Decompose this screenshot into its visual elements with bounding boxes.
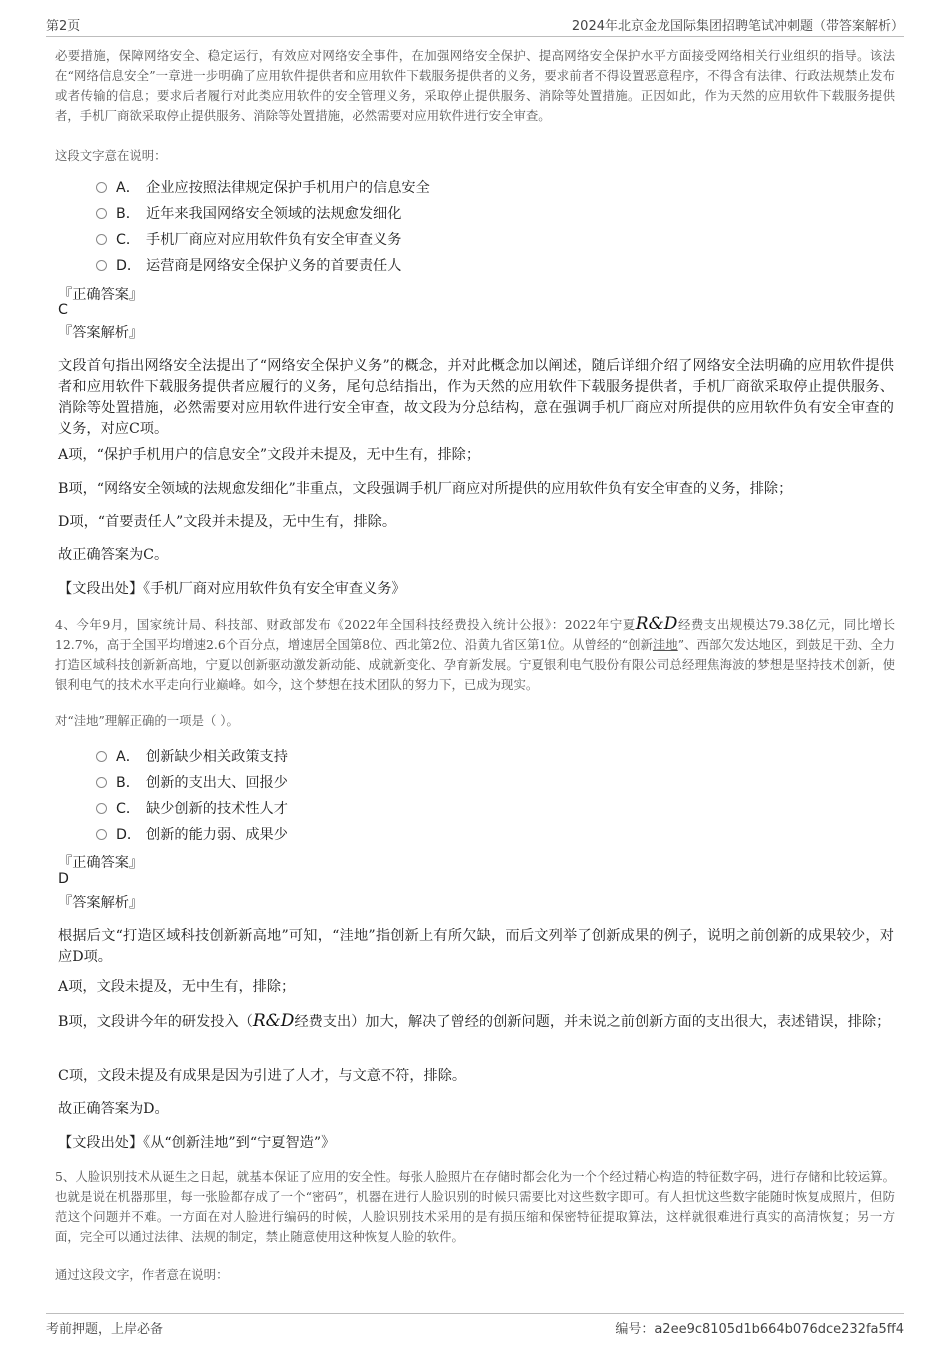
- option-text: 创新的支出大、回报少: [146, 775, 288, 791]
- q4-answer-label: 『正确答案』: [58, 855, 144, 871]
- option-letter: D．: [116, 827, 142, 843]
- radio-icon[interactable]: [96, 208, 107, 219]
- page-footer: [46, 1313, 904, 1338]
- q4-analysis-main: 根据后文“打造区域科技创新新高地”可知，“洼地”指创新上有所欠缺，而后文列举了创新成果的例子，说明之前创新的成果较少，对应D项。: [58, 928, 894, 965]
- q3-source: 【文段出处】《手机厂商对应用软件负有安全审查义务》: [58, 581, 406, 597]
- document-title: 2024年北京金龙国际集团招聘笔试冲刺题（带答案解析）: [571, 19, 904, 34]
- q5-question: 通过这段文字，作者意在说明：: [55, 1267, 229, 1282]
- q4-option-c[interactable]: [96, 798, 288, 818]
- q4-analysis-b-part2: 经费支出）加大，解决了曾经的创新问题，并未说之前创新方面的支出很大，表述错误，排除；: [294, 1014, 891, 1030]
- q4-passage: [55, 614, 895, 695]
- q3-question: 这段文字意在说明：: [55, 148, 167, 163]
- option-letter: C．: [116, 801, 141, 817]
- q3-option-d[interactable]: [96, 255, 401, 275]
- option-text: 近年来我国网络安全领域的法规愈发细化: [146, 206, 402, 222]
- option-letter: D．: [116, 258, 142, 274]
- footer-slogan: 考前押题，上岸必备: [46, 1322, 164, 1337]
- q4-analysis-b: [58, 1011, 894, 1033]
- q4-option-d[interactable]: [96, 824, 288, 844]
- q3-analysis-label: 『答案解析』: [58, 325, 144, 341]
- option-text: 企业应按照法律规定保护手机用户的信息安全: [146, 180, 430, 196]
- document-code: 编号：a2ee9c8105d1b664b076dce232fa5ff4: [615, 1322, 904, 1337]
- q4-question: 对“洼地”理解正确的一项是（ ）。: [55, 713, 239, 728]
- q4-passage-part2: 经费支出规模达79.38亿元，同比增长12.7%，高于全国平均增速2.6个百分点，增速居全国第8位、西北第2位、沿黄九省区第1位。从曾经的“创新: [55, 617, 895, 652]
- option-letter: A．: [116, 749, 140, 765]
- q3-conclusion: 故正确答案为C。: [58, 547, 169, 563]
- underlined-word: 洼地: [652, 637, 678, 652]
- option-letter: B．: [116, 206, 140, 222]
- radio-icon[interactable]: [96, 260, 107, 271]
- q3-option-b[interactable]: [96, 203, 401, 223]
- q4-conclusion: 故正确答案为D。: [58, 1101, 169, 1117]
- option-text: 创新缺少相关政策支持: [146, 749, 288, 765]
- radio-icon[interactable]: [96, 751, 107, 762]
- option-text: 缺少创新的技术性人才: [146, 801, 288, 817]
- radio-icon[interactable]: [96, 234, 107, 245]
- q4-answer: D: [58, 871, 69, 887]
- page-header: [46, 12, 904, 37]
- page-number: 第2页: [46, 19, 81, 34]
- option-letter: A．: [116, 180, 140, 196]
- radio-icon[interactable]: [96, 777, 107, 788]
- radio-icon[interactable]: [96, 803, 107, 814]
- q4-source: 【文段出处】《从“创新洼地”到“宁夏智造”》: [58, 1135, 336, 1151]
- option-letter: B．: [116, 775, 140, 791]
- rd-term: R&D: [252, 1011, 295, 1031]
- q5-passage: 5、人脸识别技术从诞生之日起，就基本保证了应用的安全性。每张人脸照片在存储时都会化为一个个经过精心构造的特征数字码，进行存储和比较运算。也就是说在机器那里，每一张脸都存成了一个“密码”，机器在进行人脸识别的时候只需要比对这些数字即可。有人担忧这些数字能随时恢复成照片，但防范这个问题并不难。一方面在对人脸进行编码的时候，人脸识别技术采用的是有损压缩和保密特征提取算法，这样就很难进行真实的高清恢复；另一方面，完全可以通过法律、法规的制定，禁止随意使用这种恢复人脸的软件。: [55, 1169, 895, 1244]
- q4-analysis-label: 『答案解析』: [58, 895, 144, 911]
- radio-icon[interactable]: [96, 182, 107, 193]
- q3-analysis-d: D项，“首要责任人”文段并未提及，无中生有，排除。: [58, 514, 397, 530]
- option-text: 运营商是网络安全保护义务的首要责任人: [146, 258, 402, 274]
- option-text: 手机厂商应对应用软件负有安全审查义务: [146, 232, 402, 248]
- q4-analysis-b-part1: B项，文段讲今年的研发投入（: [58, 1014, 253, 1030]
- q3-answer: C: [58, 302, 68, 318]
- radio-icon[interactable]: [96, 829, 107, 840]
- q3-answer-label: 『正确答案』: [58, 287, 144, 303]
- rd-term: R&D: [635, 614, 678, 634]
- q4-passage-part3: ”、西部欠发达地区，到鼓足干劲、全力打造区域科技创新新高地，宁夏以创新驱动激发新动能、成就新变化、孕育新发展。宁夏银利电气股份有限公司总经理焦海波的梦想是坚持技术创新，使银利电气的技术水平走向行业巅峰。如今，这个梦想在技术团队的努力下，已成为现实。: [55, 637, 895, 692]
- q3-analysis-a: A项，“保护手机用户的信息安全”文段并未提及，无中生有，排除；: [58, 447, 481, 463]
- q4-option-a[interactable]: [96, 746, 288, 766]
- q4-option-b[interactable]: [96, 772, 288, 792]
- q4-analysis-c: C项，文段未提及有成果是因为引进了人才，与文意不符，排除。: [58, 1068, 467, 1084]
- q3-analysis-b: B项，“网络安全领域的法规愈发细化”非重点，文段强调手机厂商应对所提供的应用软件负有安全审查的义务，排除；: [58, 481, 793, 497]
- option-letter: C．: [116, 232, 141, 248]
- q3-passage: 必要措施，保障网络安全、稳定运行，有效应对网络安全事件，在加强网络安全保护、提高网络安全保护水平方面接受网络相关行业组织的指导。该法在“网络信息安全”一章进一步明确了应用软件提供者和应用软件下载服务提供者的义务，要求前者不得设置恶意程序，不得含有法律、行政法规禁止发布或者传输的信息；要求后者履行对此类应用软件的安全管理义务，采取停止提供服务、消除等处置措施。正因如此，作为天然的应用软件下载服务提供者，手机厂商欲采取停止提供服务、消除等处置措施，必然需要对应用软件进行安全审查。: [55, 48, 895, 123]
- q3-option-c[interactable]: [96, 229, 401, 249]
- q3-option-a[interactable]: [96, 177, 430, 197]
- q4-analysis-a: A项，文段未提及，无中生有，排除；: [58, 979, 296, 995]
- q3-analysis-main: 文段首句指出网络安全法提出了“网络安全保护义务”的概念，并对此概念加以阐述，随后详细介绍了网络安全法明确的应用软件提供者和应用软件下载服务提供者应履行的义务，尾句总结指出，作为天然的应用软件下载服务提供者，手机厂商欲采取停止提供服务、消除等处置措施，必然需要对应用软件进行安全审查，故文段为分总结构，意在强调手机厂商应对所提供的应用软件负有安全审查的义务，对应C项。: [58, 358, 894, 437]
- q4-passage-part1: 4、今年9月，国家统计局、科技部、财政部发布《2022年全国科技经费投入统计公报》：2022年宁夏: [55, 617, 636, 632]
- option-text: 创新的能力弱、成果少: [146, 827, 288, 843]
